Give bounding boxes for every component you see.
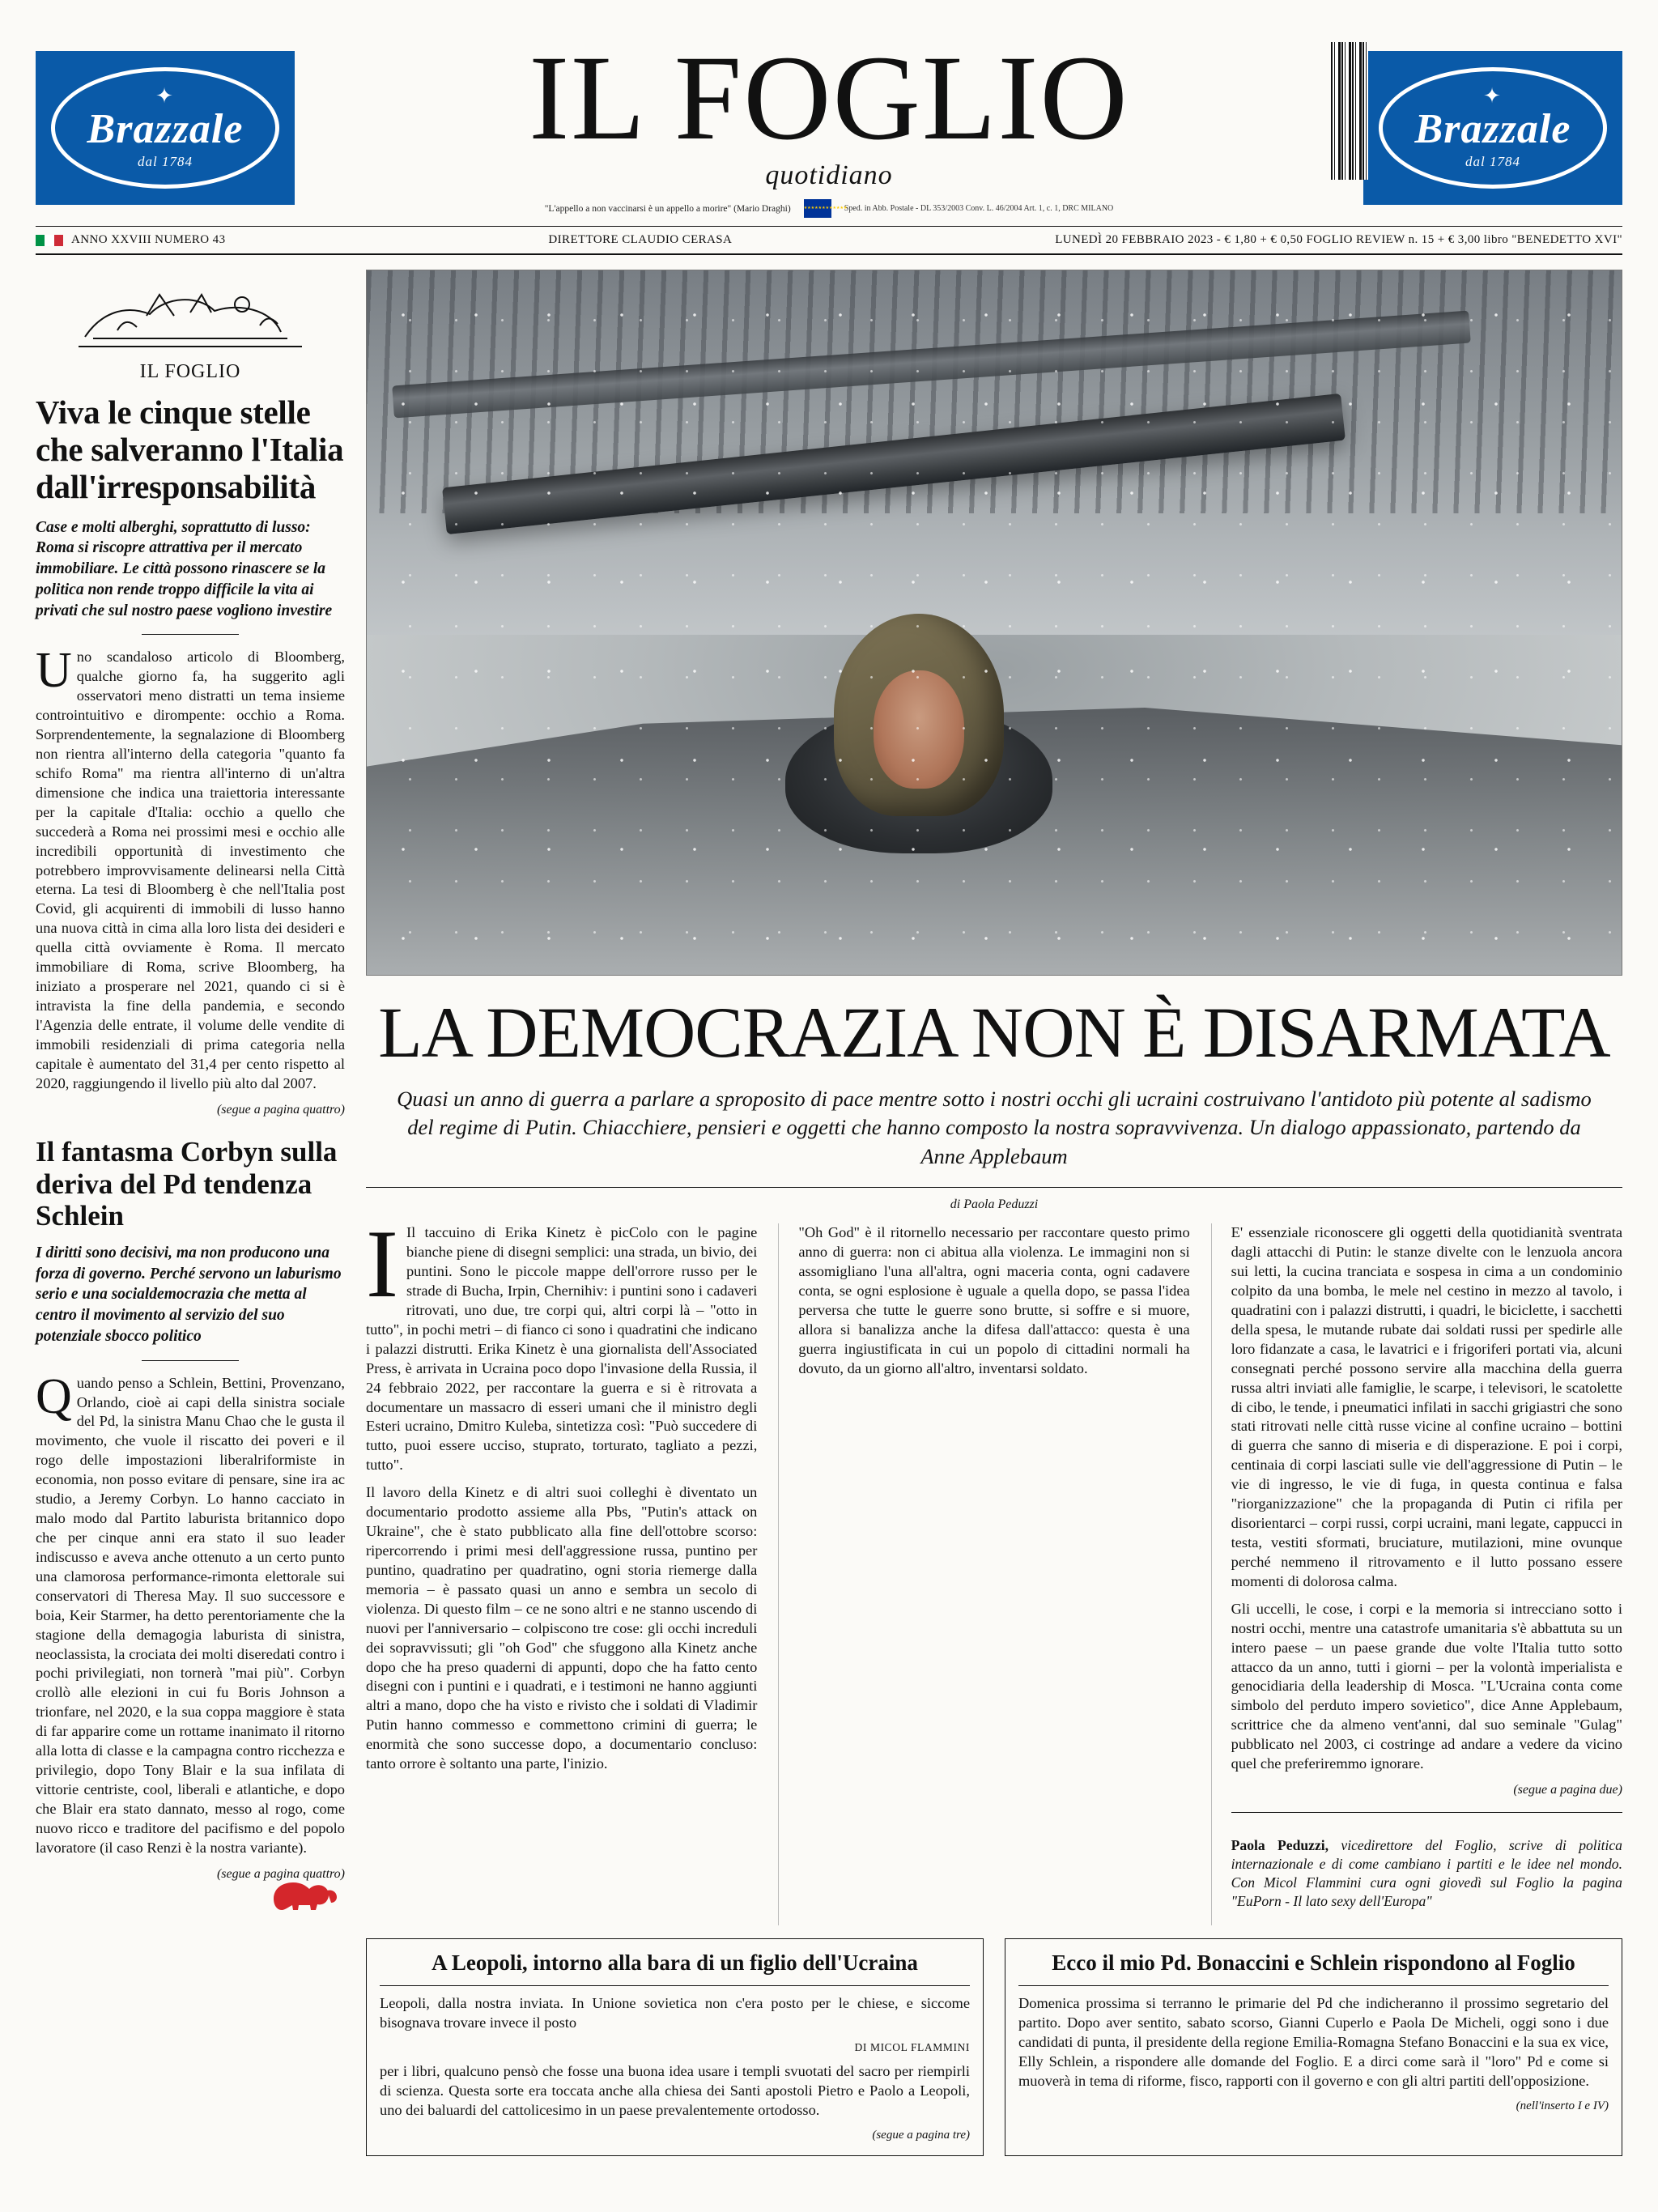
sponsor-right-sub: dal 1784 <box>1465 153 1520 169</box>
divider <box>1018 1985 1609 1986</box>
main-byline: di Paola Peduzzi <box>366 1187 1622 1212</box>
italy-flag-icon <box>36 235 63 246</box>
left-article-1-body <box>36 643 345 1118</box>
main-column <box>366 270 1622 2156</box>
paragraph: Leopoli, dalla nostra inviata. In Unione sovietica non c'era posto per le chiese, e siccome bisognava trovare invece il posto <box>380 1994 970 2031</box>
paragraph: Quando penso a Schlein, Bettini, Provenzano, Orlando, cioè ai capi della sinistra sociale del Pd, la sinistra Manu Chao che le gusta il movimento, che vuole il riscatto dei poveri e il rogo delle impostazioni liberalriformiste in economia, non posso evitare di pensare, sine ira ac studio, a Jeremy Corbyn. Lo hanno cacciato in malo modo dal Partito laburista britannico dopo che per cinque anni era stato il suo leader indiscusso e aveva anche ottenuto a un certo punto una clamorosa performance-rimonta elettorale sui conservatori di Theresa May. Il suo successore e boia, Keir Starmer, ha detto perentoriamente che la stagione della demagogia laburista di sinistra, neoclassista, la crociata dei molti diseredati contro i pochi privilegiati, non tornerà "mai più". Corbyn crollò alle elezioni in cui fu Boris Johnson a trionfare, nel 2020, e la sua coppa maggiore è stata di far apparire come un rottame inanimato il ritorno alla lotta di classe e la campagna contro ricchezza e privilegio, dopo Tony Blair e la sua infilata di vittorie centriste, cool, liberali e atlantiche, e dopo che Blair era stato dannato, messo al rogo, come nuovo ricco e traditore del pacifismo e del popolo lavoratore (il caso Renzi è la nostra variante). <box>36 1368 345 1856</box>
author-name: Paola Peduzzi, <box>1231 1837 1329 1854</box>
left-article-2-body <box>36 1368 345 1883</box>
paragraph: "Oh God" è il ritornello necessario per raccontare questo primo anno di guerra: non ci abitua alla violenza. Le immagini non si assomigliano l'una all'altra, ogni maceria conta, ogni cadavere conta, se ogni esplosione è uguale a quella dopo, se passa l'idea perversa che tutte le guerre sono brutte, si soffre e si muore, allora si banalizza anche la difesa dall'attacco: questa è una guerra ingiustificata in cui un popolo di cittadini normali ha dovuto, da un giorno all'altro, inventarsi soldato. <box>798 1224 1190 1376</box>
box-left-headline: A Leopoli, intorno alla bara di un figlio dell'Ucraina <box>432 1950 918 1975</box>
left-standfirst-2: I diritti sono decisivi, ma non producono una forza di governo. Perché servono un laburismo serio e una socialdemocrazia che metta al centro il movimento al servizio del suo potenziale sbocco politico <box>36 1244 342 1345</box>
paragraph: I Il taccuino di Erika Kinetz è picColo con le pagine bianche piene di disegni semplici: una strada, un bivio, dei puntini. Sono le piccole mappe dell'orrore russo per le strade di Bucha, Irpin, Chernihiv: i puntini sono i cadaveri ritrovati, uno due, tre corpi qui, altri corpi là – "otto in tutto", in pochi metri – di fianco ci sono i quadratini che indicano i palazzi distrutti. Erika Kinetz è una giornalista dell'Associated Press, è arrivata in Ucraina poco dopo l'invasione della Russia, il 24 febbraio 2022, per raccontare la guerra e si è ritrovata a documentare un massacro di esseri umani che il ministro degli Esteri ucraino, Dmitro Kuleba, sintetizza così: "Può succedere di tutto, puoi essere ucciso, stuprato, torturato, tagliato a pezzi, tutto". <box>366 1210 758 1474</box>
divider <box>380 1985 970 1986</box>
drop-cap: I <box>366 1210 398 1318</box>
title-block <box>295 31 1363 218</box>
author-note: Paola Peduzzi, vicedirettore del Foglio, scrive di politica internazionale e di come cambiano i partiti e le idee nel mondo. Con Micol Flammini cura ogni giovedì sul Foglio la pagina "EuPorn - Il lato sexy dell'Europa" <box>1231 1837 1622 1910</box>
main-standfirst: Quasi un anno di guerra a parlare a sproposito di pace mentre sotto i nostri occhi gli ucraini costruivano l'antidoto più potente al sadismo del regime di Putin. Chiacchiere, pensieri e oggetti che hanno composto la nostra sopravvivenza. Un dialogo appassionato, partendo da Anne Applebaum <box>397 1086 1592 1168</box>
jump-line: (segue a pagina quattro) <box>216 1102 345 1117</box>
motto-text: "L'appello a non vaccinarsi è un appello a morire" (Mario Draghi) <box>544 203 791 214</box>
issue-number: ANNO XXVIII NUMERO 43 <box>71 233 226 246</box>
jump-line: (nell'inserto I e IV) <box>1516 2099 1609 2113</box>
left-standfirst-1: Case e molti alberghi, soprattutto di lusso: Roma si riscopre attrattiva per il mercato immobiliare. Le città possono rinascere se la politica non rende troppo difficile la vita ai privati che sul nostro paese vogliono investire <box>36 518 333 619</box>
doodle-drawing <box>69 272 312 359</box>
box-article-leopoli[interactable] <box>366 1938 984 2156</box>
main-text-columns <box>366 1210 1622 1925</box>
info-bar <box>36 227 1622 255</box>
issue-date-price: LUNEDÌ 20 FEBBRAIO 2023 - € 1,80 + € 0,50 FOGLIO REVIEW n. 15 + € 3,00 libro "BENEDETTO XVI" <box>1055 233 1622 246</box>
divider <box>142 1360 239 1361</box>
leaf-icon: ✦ <box>155 83 175 108</box>
jump-line: (segue a pagina tre) <box>872 2129 970 2142</box>
legal-text: Sped. in Abb. Postale - DL 353/2003 Conv. L. 46/2004 Art. 1, c. 1, DRC MILANO <box>844 204 1114 213</box>
left-headline-1: Viva le cinque stelle che salveranno l'Italia dall'irresponsabilità <box>36 393 344 505</box>
editor-name: DIRETTORE CLAUDIO CERASA <box>548 233 733 246</box>
main-col-3 <box>1211 1223 1622 1925</box>
masthead <box>36 29 1622 223</box>
sponsor-logo-right[interactable] <box>1363 51 1622 205</box>
jump-line: (segue a pagina due) <box>1513 1783 1622 1797</box>
paragraph: per i libri, qualcuno pensò che fosse una buona idea usare i templi svuotati del sacro per riempirli di scienza. Questa sorte era toccata anche alla chiesa dei Santi apostoli Pietro e Paolo a Leopoli, uno dei baluardi del cattolicesimo in un paese prevalentemente ortodosso. <box>380 2062 970 2118</box>
lead-photo <box>366 270 1622 976</box>
content-area <box>36 255 1622 2156</box>
paragraph: Gli uccelli, le cose, i corpi e la memoria si intrecciano sotto i nostri occhi, mentre una catastrofe umanitaria s'è abbattuta su un intero paese – un paese grande due volte l'Italia tutto sotto attacco da un anno, tutti i giorni – per la volontà imperialista e genocidiaria della leadership di Mosca. "L'Ucraina conta come simbolo del perduto impero sovietico", dice Anne Applebaum, scrittrice che da almeno vent'anni, dal suo seminale "Gulag" pubblicato nel 2003, ci costringe ad andare a vedere da vicino quel che preferiremmo ignorare. <box>1231 1600 1622 1772</box>
divider <box>142 634 239 635</box>
sponsor-logo-left[interactable] <box>36 51 295 205</box>
paragraph: Il lavoro della Kinetz e di altri suoi colleghi è diventato un documentario prodotto assieme alla Pbs, "Putin's attack on Ukraine", che è stato pubblicato alla fine dell'ottobre scorso: ripercorrendo i primi mesi dell'aggressione russa, puntino per puntino, quadratino per quadratino, ogni storia riemerge dalla memoria – è passato quasi un anno e sembra un secolo di violenza. Di questo film – ce ne sono altri e ne stanno uscendo di nuovi per l'anniversario – colpiscono tre cose: gli occhi increduli dei sopravvissuti; gli "oh God" che sfuggono alla Kinetz anche dopo che ha preso quaderni di appunti, dopo che ha fatto cento disegni con i puntini e i quadrati, e i testimoni ne hanno aggiunti altri a mano, dopo che ha visto e rivisto che i soldati di Vladimir Putin hanno commesso e commettono crimini di guerra; le enormità che sono successe dopo, a documentario concluso: tanto orrore è soltanto una parte, l'inizio. <box>366 1484 758 1772</box>
sponsor-right-name: Brazzale <box>1414 105 1571 152</box>
paper-subtitle: quotidiano <box>765 160 893 190</box>
paragraph: E' essenziale riconoscere gli oggetti della quotidianità sventrata dagli attacchi di Putin: le stanze divelte con le lenzuola ancora sui letti, la cucina tranciata e sospesa in cima a un condominio colpito da una bomba, le mele nel cestino in mezzo al tavolo, i quadratini con i palazzi distrutti, i quadri, le biciclette, i sacchetti della spesa, le mutande rubate dai soldati russi per spedirle alle loro fidanzate a casa, le lavatrici e i frigoriferi portati via, alcuni consegnati perché possono servire alla macchina della guerra russa altri inviati alle famiglie, le scarpe, i televisori, le scatolette di cibo, le tende, i pneumatici infilati in sacchi grigiastri che sono stati ritrovati nelle città russe vicine al confine ucraino – bottini di guerra che sanno di miseria e di disperazione. E poi i corpi, centinaia di corpi lasciati sulle vie dell'aggressione di Putin – le vie di ingresso, le vie di fuga, in questa continua e falsa "riorganizzazione" che la propaganda di Putin ci rifila per disorientarci – corpi russi, corpi ucraini, mani legate, cappucci in testa, vestiti sformati, bruciature, mutilazioni, mine ovunque perché nemmeno il ritrovamento e il lutto possano essere momenti di dolorosa calma. <box>1231 1224 1622 1589</box>
elephant-icon <box>267 1878 345 1913</box>
main-col-2 <box>778 1223 1189 1925</box>
leaf-icon: ✦ <box>1483 83 1503 108</box>
motto-row <box>303 199 1355 218</box>
cartoon-illustration <box>36 270 345 383</box>
doodle-label: IL FOGLIO <box>139 361 241 382</box>
sponsor-left-sub: dal 1784 <box>138 153 193 169</box>
main-headline: LA DEMOCRAZIA NON È DISARMATA <box>378 993 1610 1073</box>
page-title: IL FOGLIO <box>529 31 1129 165</box>
box-article-pd[interactable] <box>1005 1938 1622 2156</box>
paragraph: Uno scandaloso articolo di Bloomberg, qualche giorno fa, ha suggerito agli osservatori meno distratti un tema insieme controintuitivo e dirompente: occhio a Roma. Sorprendentemente, la segnalazione di Bloomberg non rientra all'interno della categoria "quanto fa schifo Roma" ma rientra all'interno di un'altra dimensione che indica una traiettoria interessante per la capitale d'Italia: occhio a quello che succederà a Roma nei prossimi mesi e occhio alle incredibili opportunità di investimento che potrebbero improvvisamente delinearsi nella Città eterna. La tesi di Bloomberg è che nell'Italia post Covid, gli acquirenti di immobili di lusso hanno una nuova città in cima alla loro lista dei desideri e quella città ovviamente è Roma. Il mercato immobiliare di Roma, scrive Bloomberg, ha iniziato a prosperare nel 2021, quando ci si è intravista la fine della pandemia, e secondo l'Agenzia delle entrate, il volume delle vendite di immobili residenziali di prima categoria nella capitale è aumentato del 31,4 per cento rispetto al 2020, raggiungendo il livello più alto dal 2007. <box>36 643 345 1091</box>
left-column <box>36 270 345 2156</box>
jump-line: (segue a pagina quattro) <box>216 1866 345 1881</box>
main-col-1 <box>366 1210 758 1925</box>
barcode-icon <box>1331 42 1368 180</box>
box-left-byline: DI MICOL FLAMMINI <box>854 2040 970 2053</box>
bottom-boxes <box>366 1925 1622 2156</box>
left-headline-2: Il fantasma Corbyn sulla deriva del Pd tendenza Schlein <box>36 1136 338 1231</box>
box-right-headline: Ecco il mio Pd. Bonaccini e Schlein rispondono al Foglio <box>1052 1950 1575 1975</box>
eu-flag-icon <box>804 199 831 218</box>
sponsor-left-name: Brazzale <box>87 105 244 152</box>
paragraph: Domenica prossima si terranno le primarie del Pd che indicheranno il prossimo segretario del partito. Dopo aver sentito, sabato scorso, Gianni Cuperlo e Paola De Micheli, oggi sono i due candidati di punta, il presidente della regione Emilia-Romagna Stefano Bonaccini e la sua ex vice, Elly Schlein, a rispondere alle domande del Foglio. E a dirci come sarà il "loro" Pd e come si muoverà in tema di riforme, fisco, rapporti con il governo e con gli altri partiti dell'opposizione. <box>1018 1994 1609 2089</box>
